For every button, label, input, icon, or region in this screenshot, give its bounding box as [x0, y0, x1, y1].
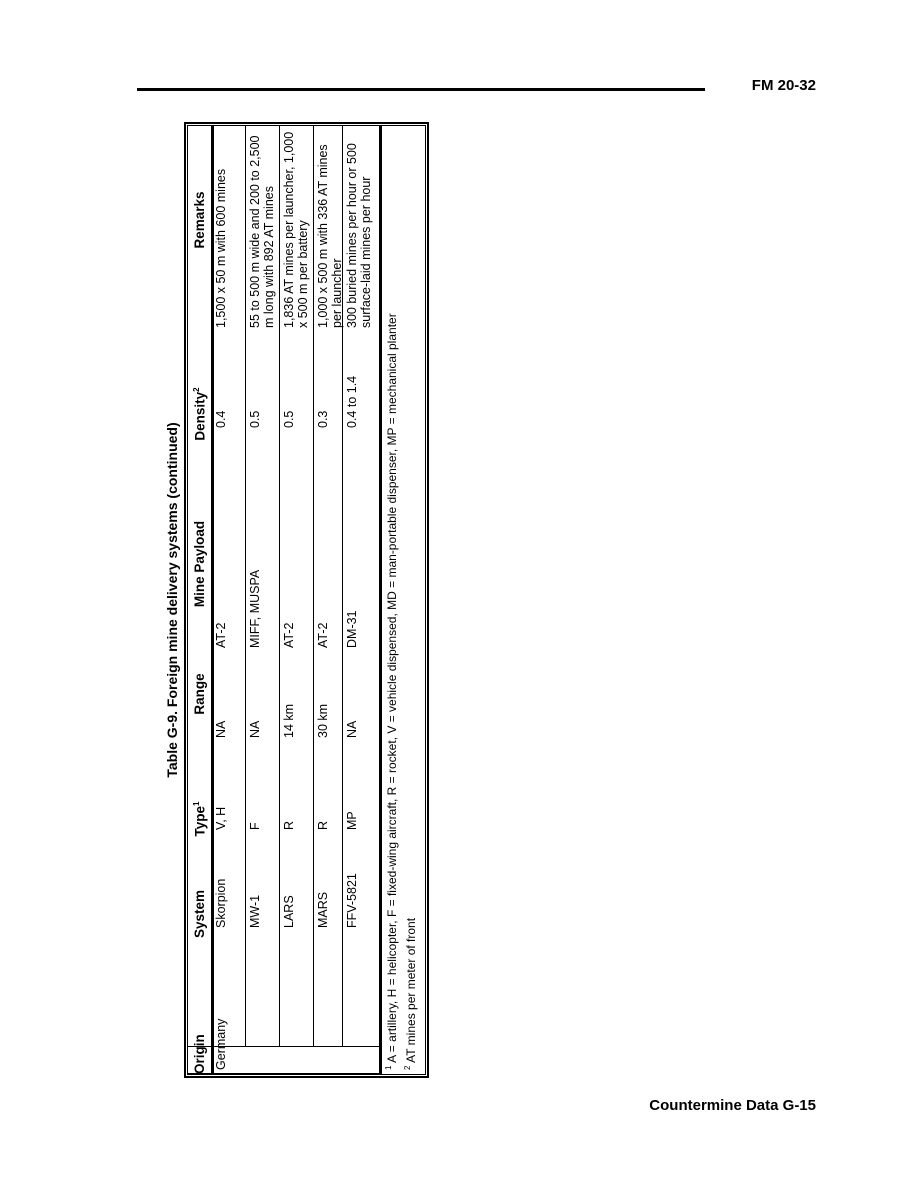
table-cell-density: 0.5	[282, 410, 296, 428]
table-cell-density: 0.4	[214, 410, 228, 428]
table-cell-range: NA	[345, 720, 359, 738]
footnote-1-text: A = artillery, H = helicopter, F = fixed-wing aircraft, R = rocket, V = vehicle dispensed, MD = man-portable dispenser, MP = mechanical planter	[385, 313, 399, 1063]
col-header-density	[192, 374, 210, 454]
col-header-remarks	[192, 126, 210, 314]
table-cell-system: FFV-5821	[345, 873, 359, 928]
col-header-payload	[192, 494, 210, 634]
table-cell-type: R	[316, 820, 330, 830]
table-cell-range: 30 km	[316, 703, 330, 738]
col-header-origin	[192, 1034, 210, 1074]
table-cell-system: LARS	[282, 895, 296, 928]
manual-id: FM 20-32	[751, 77, 816, 94]
table-cell-payload: MIFF, MUSPA	[248, 569, 262, 648]
rotated-table	[188, 126, 425, 1074]
table-cell-system: MW-1	[248, 894, 262, 928]
footnote-2	[403, 918, 418, 1070]
col-header-remarks-text: Remarks	[192, 191, 207, 249]
table-cell-system: MARS	[316, 891, 330, 928]
table-cell-density: 0.4 to 1.4	[345, 375, 359, 428]
footnote-2-text: AT mines per meter of front	[404, 917, 418, 1063]
table-cell-remarks: 1,000 x 500 m with 336 AT mines per launcher	[316, 144, 344, 328]
col-header-type	[192, 774, 210, 864]
table-cell-type: F	[248, 822, 262, 830]
table-cell-range: 14 km	[282, 703, 296, 738]
table-cell-payload: DM-31	[345, 610, 359, 648]
footnote-2-mark: 2	[403, 1065, 412, 1070]
origin-text: Germany	[214, 1018, 228, 1070]
table-cell-payload: AT-2	[316, 622, 330, 648]
table-cell-type: V, H	[214, 806, 228, 830]
origin-cell	[212, 914, 230, 1074]
table-cell-remarks: 1,836 AT mines per launcher, 1,000 x 500 m per battery	[282, 131, 310, 328]
col-header-type-sup: 1	[192, 801, 201, 806]
table-cell-system: Skorpion	[214, 878, 228, 928]
col-header-density-text: Density	[192, 391, 208, 441]
table-cell-density: 0.3	[316, 410, 330, 428]
footnote-1-mark: 1	[384, 1065, 393, 1070]
col-header-system-text: System	[192, 889, 207, 939]
footer-page-title: Countermine Data G-15	[649, 1097, 816, 1114]
table-cell-type: MP	[345, 811, 359, 830]
footnote-1	[384, 313, 399, 1070]
col-header-density-sup: 2	[192, 387, 201, 392]
header-rule	[137, 88, 705, 91]
col-header-origin-text: Origin	[192, 1034, 207, 1074]
table-cell-range: NA	[248, 720, 262, 738]
table-caption-text: Table G-9. Foreign mine delivery systems (continued)	[164, 422, 180, 778]
table-cell-remarks: 1,500 x 50 m with 600 mines	[214, 168, 228, 328]
table-cell-range: NA	[214, 720, 228, 738]
table-cell-payload: AT-2	[282, 622, 296, 648]
col-header-system	[192, 864, 210, 964]
footnote-separator	[379, 126, 382, 1074]
table-cell-payload: AT-2	[214, 622, 228, 648]
col-header-range-text: Range	[192, 673, 207, 715]
col-header-range	[192, 654, 210, 734]
col-header-type-text: Type	[192, 805, 208, 837]
table-cell-type: R	[282, 820, 296, 830]
table-cell-remarks: 55 to 500 m wide and 200 to 2,500 m long with 892 AT mines	[248, 135, 276, 328]
col-header-payload-text: Mine Payload	[192, 520, 207, 608]
table-cell-density: 0.5	[248, 410, 262, 428]
table-cell-remarks: 300 buried mines per hour or 500 surface-laid mines per hour	[345, 143, 373, 328]
